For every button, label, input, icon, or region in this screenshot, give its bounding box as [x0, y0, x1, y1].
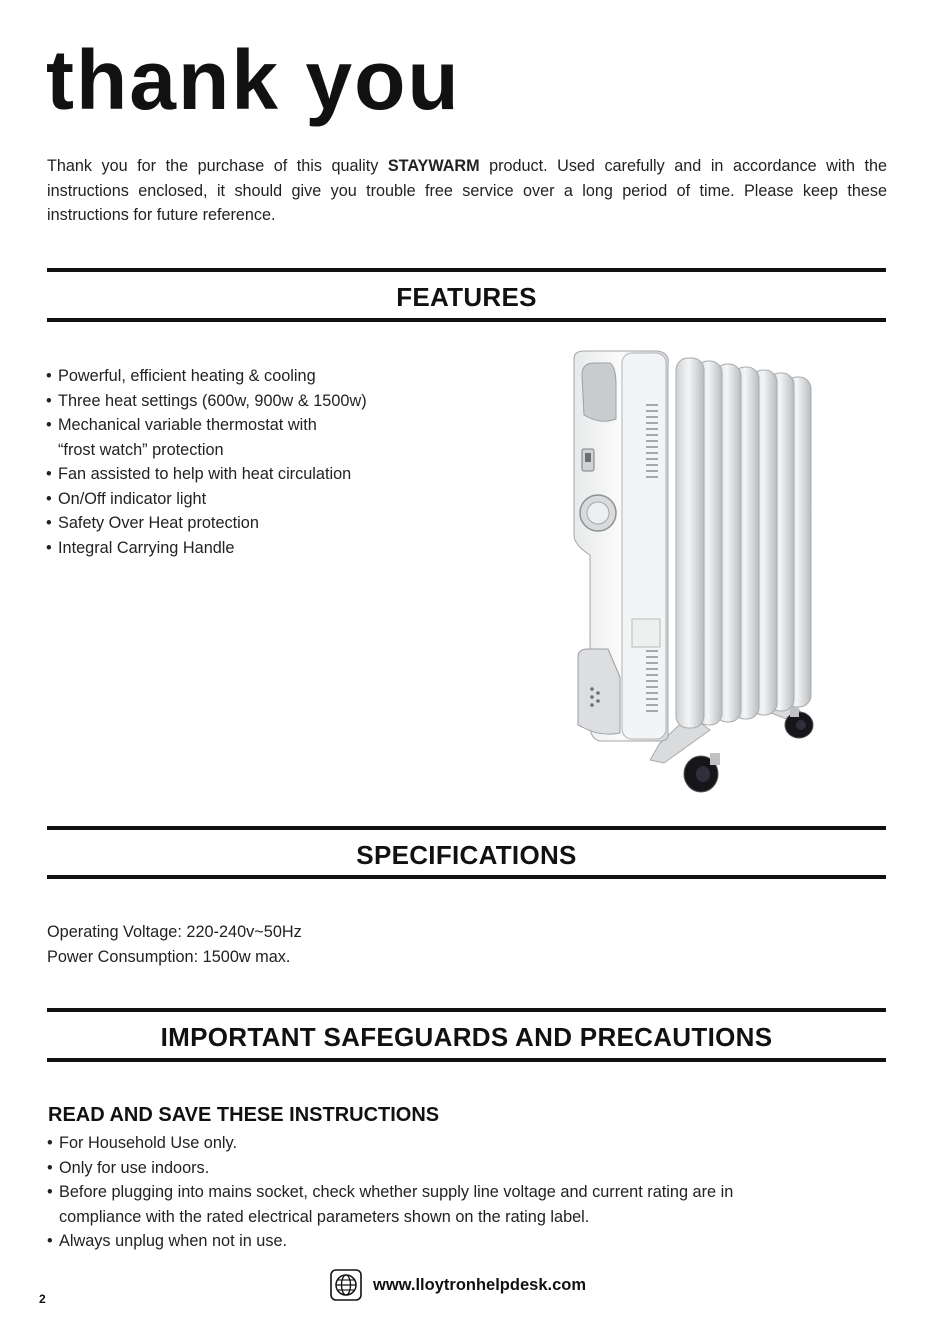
- heater-fins: [676, 358, 811, 728]
- feature-item: • Three heat settings (600w, 900w & 1500w): [46, 389, 367, 414]
- bullet-icon: •: [46, 391, 52, 410]
- safeguards-list: [47, 1131, 733, 1254]
- specifications-title: SPECIFICATIONS: [356, 840, 577, 870]
- bullet-icon: •: [46, 538, 52, 557]
- bullet-icon: •: [47, 1158, 53, 1177]
- feature-item: • Fan assisted to help with heat circulation: [46, 462, 367, 487]
- bullet-icon: •: [46, 367, 52, 385]
- safeguards-rule-top: [47, 1008, 886, 1012]
- brand-name: STAYWARM: [387, 157, 480, 175]
- feature-item: • On/Off indicator light: [46, 487, 367, 512]
- read-save-heading: READ AND SAVE THESE INSTRUCTIONS: [48, 1104, 440, 1126]
- safeguard-item: • Only for use indoors.: [47, 1156, 733, 1181]
- bullet-icon: •: [46, 489, 52, 508]
- safeguard-item: • Always unplug when not in use.: [47, 1229, 733, 1254]
- feature-item: • Integral Carrying Handle: [46, 536, 367, 561]
- safeguard-item: • Before plugging into mains socket, check whether supply line voltage and current rating are in compliance with the rated electrical parameters shown on the rating label.: [47, 1180, 733, 1229]
- safeguards-rule-bottom: [47, 1058, 886, 1062]
- feature-item: • Powerful, efficient heating & cooling: [46, 364, 367, 389]
- intro-text-before: Thank you for the purchase of this quality: [47, 157, 388, 175]
- bullet-icon: •: [46, 514, 52, 532]
- features-title: FEATURES: [396, 282, 537, 312]
- globe-icon: [330, 1269, 362, 1301]
- safeguard-item: • For Household Use only.: [47, 1131, 733, 1156]
- specifications-rule-bottom: [47, 875, 886, 879]
- spec-voltage: Operating Voltage: 220-240v~50Hz: [47, 923, 302, 941]
- feature-item: • Safety Over Heat protection: [46, 511, 367, 536]
- page-number: 2: [39, 1292, 46, 1306]
- page-title: thank you: [46, 33, 461, 127]
- helpdesk-link[interactable]: www.lloytronhelpdesk.com: [373, 1276, 587, 1294]
- spec-power: Power Consumption: 1500w max.: [47, 947, 291, 966]
- intro-text-after: product. Used carefully and in accordance with the instructions enclosed, it should give you trouble free service over a long period of time. Please keep these instructions for future reference.: [47, 157, 887, 224]
- specifications-rule-top: [47, 826, 886, 830]
- safeguards-title: IMPORTANT SAFEGUARDS AND PRECAUTIONS: [160, 1022, 773, 1052]
- feature-item: • Mechanical variable thermostat with “frost watch” protection: [46, 413, 367, 462]
- bullet-icon: •: [46, 465, 52, 483]
- bullet-icon: •: [47, 1183, 53, 1201]
- oil-heater-image: [560, 345, 830, 800]
- features-rule-bottom: [47, 318, 886, 322]
- specifications-list: [47, 920, 302, 969]
- intro-paragraph: [47, 154, 887, 228]
- bullet-icon: •: [46, 416, 52, 434]
- bullet-icon: •: [47, 1232, 53, 1250]
- features-list: [46, 364, 367, 560]
- bullet-icon: •: [47, 1134, 53, 1152]
- features-rule-top: [47, 268, 886, 272]
